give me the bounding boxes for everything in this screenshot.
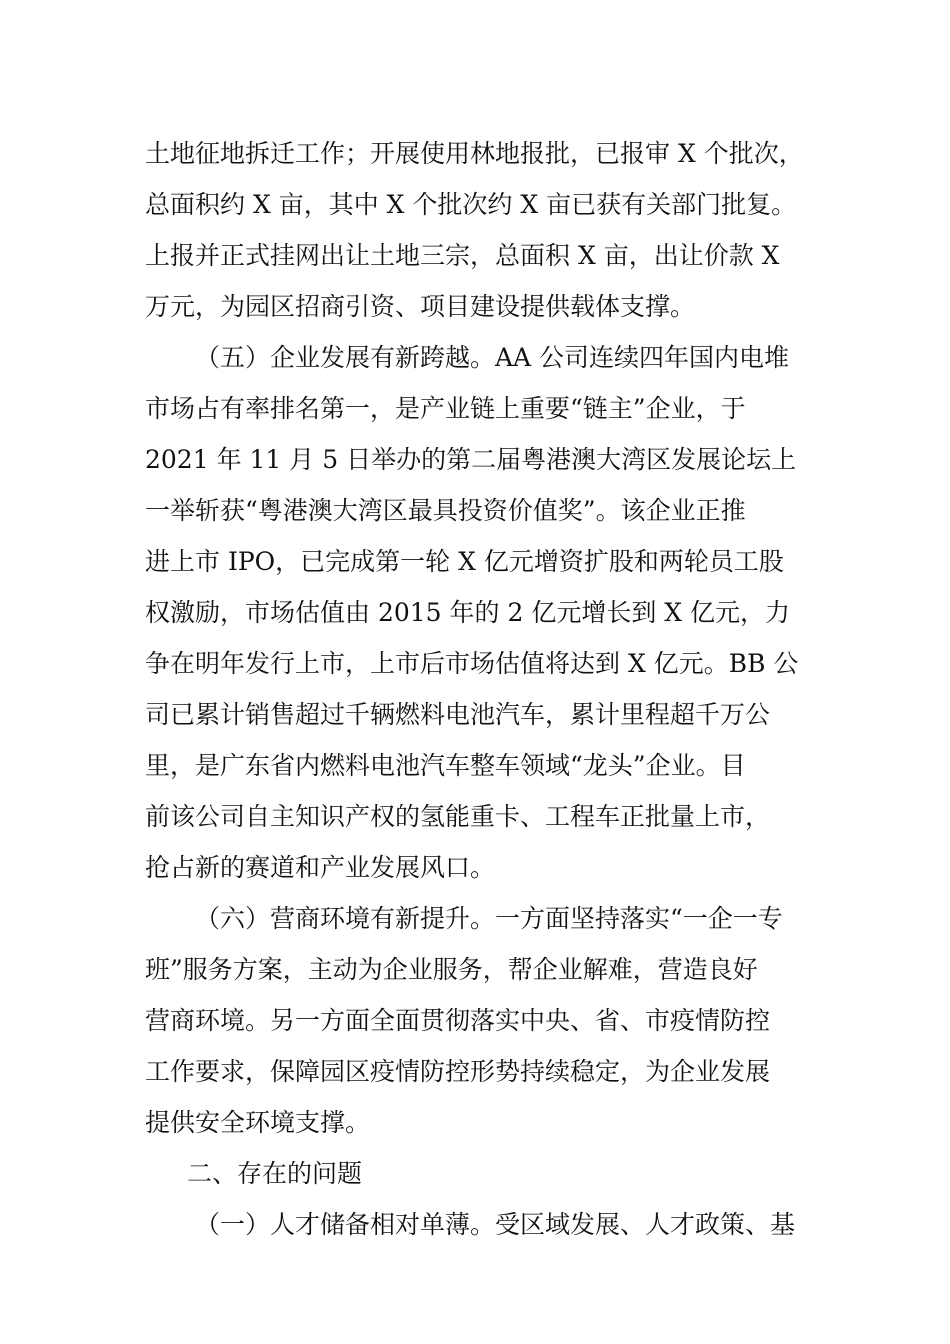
text-line-14: 前该公司自主知识产权的氢能重卡、工程车正批量上市， bbox=[145, 802, 771, 831]
text-line-8: 一举斩获“粤港澳大湾区最具投资价值奖”。该企业正推 bbox=[145, 496, 746, 525]
problem-one-start: （一）人才储备相对单薄。受区域发展、人才政策、基 bbox=[195, 1210, 796, 1239]
text-line-17: 班”服务方案，主动为企业服务，帮企业解难，营造良好 bbox=[145, 955, 758, 984]
document-body bbox=[145, 128, 815, 1250]
section-six-start: （六）营商环境有新提升。一方面坚持落实“一企一专 bbox=[195, 904, 783, 933]
text-line-10: 权激励，市场估值由 2015 年的 2 亿元增长到 X 亿元，力 bbox=[145, 598, 791, 627]
section-heading-problems: 二、存在的问题 bbox=[187, 1159, 363, 1188]
text-line-11: 争在明年发行上市，上市后市场估值将达到 X 亿元。BB 公 bbox=[145, 649, 799, 678]
text-line-9: 进上市 IPO，已完成第一轮 X 亿元增资扩股和两轮员工股 bbox=[145, 547, 784, 576]
text-line-13: 里，是广东省内燃料电池汽车整车领域“龙头”企业。目 bbox=[145, 751, 746, 780]
text-line-15: 抢占新的赛道和产业发展风口。 bbox=[145, 853, 496, 882]
section-five-start: （五）企业发展有新跨越。AA 公司连续四年国内电堆 bbox=[195, 343, 790, 372]
text-line-3: 上报并正式挂网出让土地三宗，总面积 X 亩，出让价款 X bbox=[145, 241, 780, 270]
text-line-2: 总面积约 X 亩，其中 X 个批次约 X 亩已获有关部门批复。 bbox=[145, 190, 797, 219]
text-line-20: 提供安全环境支撑。 bbox=[145, 1108, 371, 1137]
text-line-7: 2021 年 11 月 5 日举办的第二届粤港澳大湾区发展论坛上 bbox=[145, 445, 797, 474]
text-line-1: 土地征地拆迁工作；开展使用林地报批，已报审 X 个批次， bbox=[145, 139, 804, 168]
text-line-19: 工作要求，保障园区疫情防控形势持续稳定，为企业发展 bbox=[145, 1057, 771, 1086]
text-line-6: 市场占有率排名第一，是产业链上重要“链主”企业，于 bbox=[145, 394, 746, 423]
text-line-4: 万元，为园区招商引资、项目建设提供载体支撑。 bbox=[145, 292, 696, 321]
text-line-12: 司已累计销售超过千辆燃料电池汽车，累计里程超千万公 bbox=[145, 700, 771, 729]
text-line-18: 营商环境。另一方面全面贯彻落实中央、省、市疫情防控 bbox=[145, 1006, 771, 1035]
